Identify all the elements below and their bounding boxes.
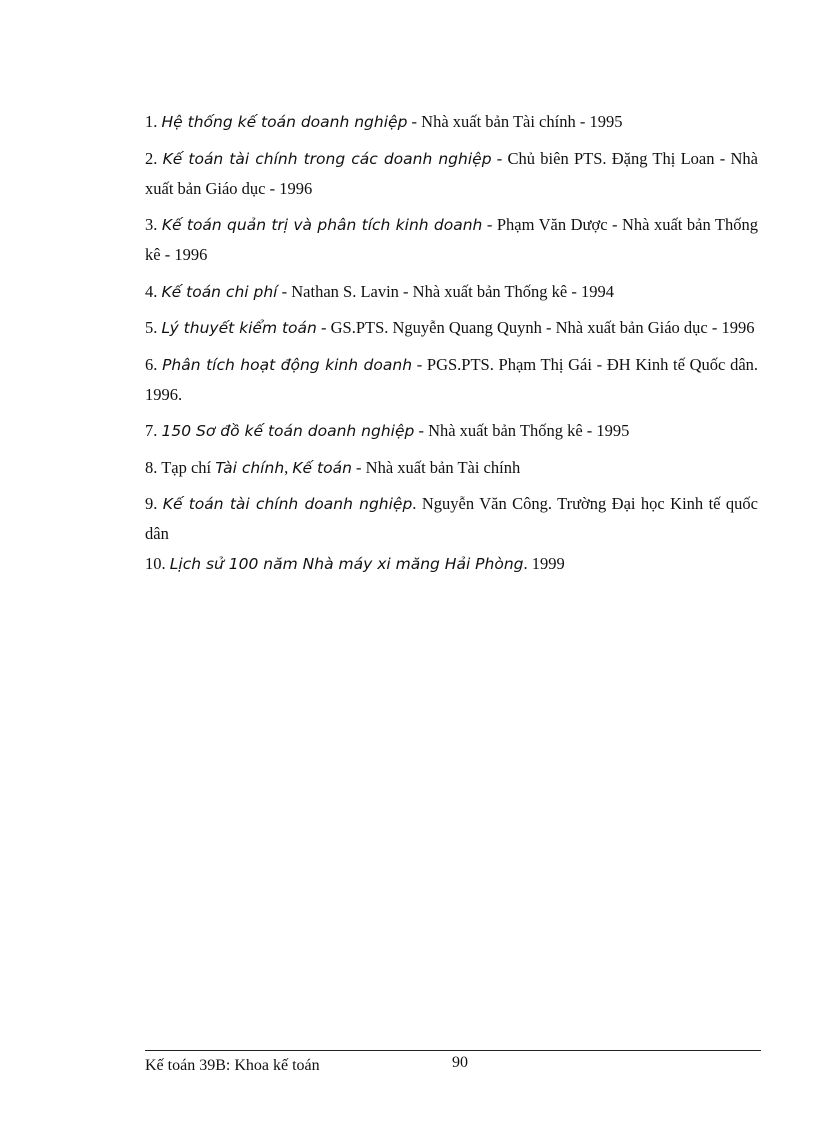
footer-text: Kế toán 39B: Khoa kế toán [145,1057,320,1074]
reference-details: - Phạm Văn Dược - Nhà xuất bản Thống kê - 1996 [145,215,758,264]
reference-item [145,144,758,204]
reference-title: Lý thuyết kiểm toán [161,319,317,337]
reference-item [145,107,758,137]
reference-item [145,489,758,549]
reference-item [145,210,758,270]
reference-number: 6. [145,354,158,374]
reference-title: Hệ thống kế toán doanh nghiệp [161,113,408,131]
reference-list [145,107,758,586]
footer-divider [145,1050,761,1051]
reference-details: . Nguyễn Văn Công. Trường Đại học Kinh tế quốc dân [145,494,758,543]
reference-separator: , [284,457,293,477]
reference-item [145,277,758,307]
reference-title: Kế toán chi phí [161,282,278,301]
reference-details: - Nathan S. Lavin - Nhà xuất bản Thống kê - 1994 [277,281,614,301]
reference-number: 8. [145,457,158,477]
reference-title: 150 Sơ đồ kế toán doanh nghiệp [161,422,415,440]
page-number: 90 [452,1054,468,1071]
reference-details: . 1999 [523,554,565,573]
reference-number: 9. [145,494,158,513]
reference-title: Lịch sử 100 năm Nhà máy xi măng Hải Phòng [169,555,524,573]
reference-title: Kế toán quản trị và phân tích kinh doanh [161,216,483,234]
reference-title-secondary: Kế toán [292,458,352,477]
reference-prefix: Tạp chí [161,457,216,477]
reference-number: 1. [145,112,158,131]
reference-title: Kế toán tài chính doanh nghiệp [162,495,413,513]
reference-title: Kế toán tài chính trong các doanh nghiệp [162,149,492,168]
reference-number: 7. [145,421,158,440]
reference-details: - Chủ biên PTS. Đặng Thị Loan - Nhà xuất bản Giáo dục - 1996 [145,148,758,198]
reference-item [145,416,758,446]
reference-details: - Nhà xuất bản Tài chính - 1995 [407,112,623,131]
reference-details: - PGS.PTS. Phạm Thị Gái - ĐH Kinh tế Quốc dân. 1996. [145,354,759,404]
reference-number: 2. [145,148,158,168]
reference-item [145,453,758,483]
reference-item [145,350,758,410]
reference-number: 3. [145,215,158,234]
reference-number: 5. [145,318,158,337]
reference-details: - Nhà xuất bản Tài chính [351,457,521,477]
reference-item [145,313,758,343]
reference-item [145,549,758,579]
reference-details: - Nhà xuất bản Thống kê - 1995 [414,421,630,440]
reference-number: 10. [145,554,166,573]
reference-title: Phân tích hoạt động kinh doanh [162,355,413,374]
reference-details: - GS.PTS. Nguyễn Quang Quynh - Nhà xuất bản Giáo dục - 1996 [316,318,755,337]
reference-title: Tài chính [215,458,285,477]
reference-number: 4. [145,281,158,301]
